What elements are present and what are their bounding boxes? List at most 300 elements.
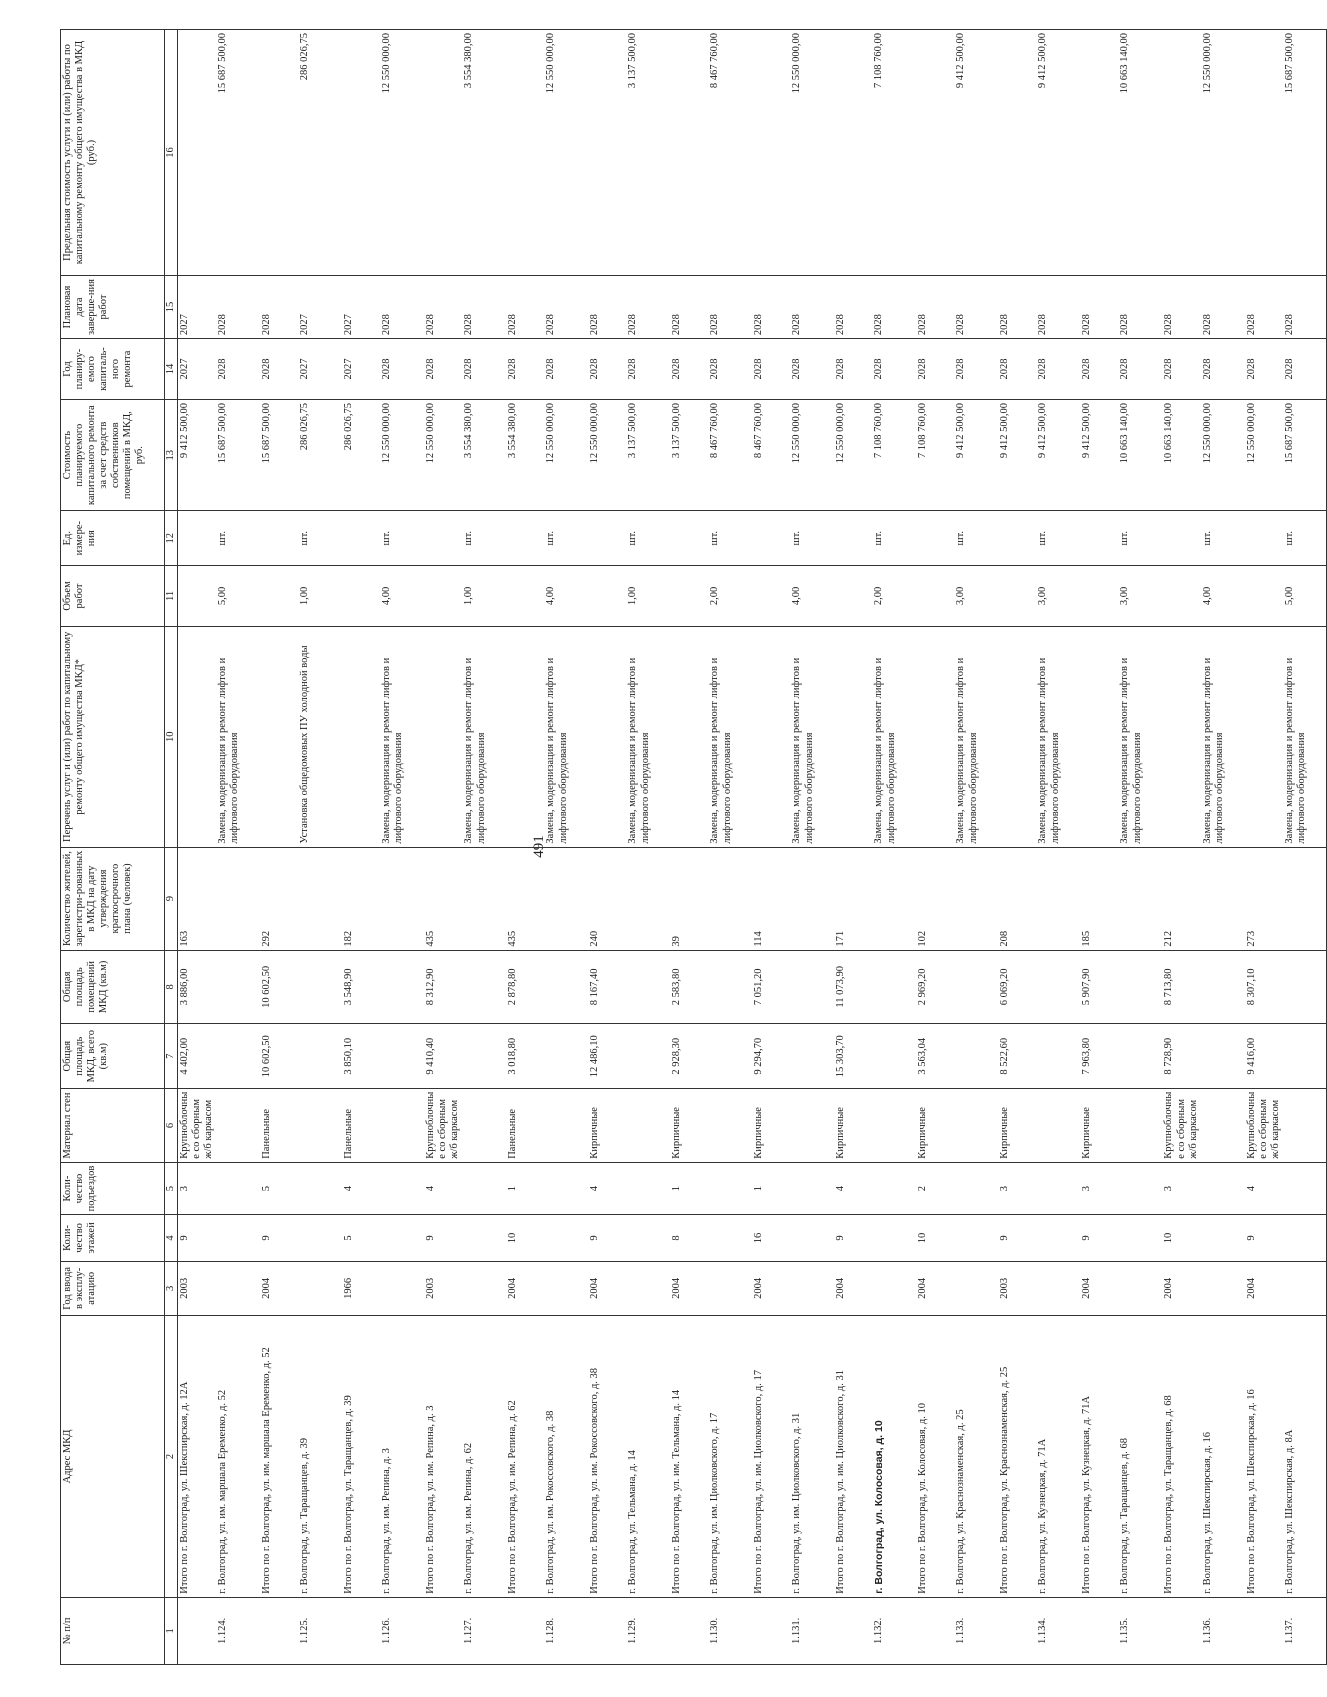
row-year-planned: 2028 [954,339,998,400]
row-premises-area: 8 312,90 [424,950,462,1024]
row-wall-material: Кирпичные [1080,1089,1118,1163]
row-unit: шт. [872,511,916,566]
row-entrances: 4 [588,1162,626,1215]
row-entrances [1283,1162,1327,1215]
row-year: 2003 [178,1261,217,1316]
row-max-cost [1080,30,1118,276]
column-number: 11 [165,566,178,627]
row-floors: 9 [178,1215,217,1261]
row-unit [834,511,872,566]
row-unit: шт. [544,511,588,566]
row-wall-material: Панельные [342,1089,380,1163]
row-works [834,626,872,847]
row-floors: 9 [1245,1215,1283,1261]
row-completion-date: 2028 [708,276,752,339]
row-completion-date: 2028 [1118,276,1162,339]
row-cost: 9 412 500,00 [1036,400,1080,511]
row-entrances: 1 [506,1162,544,1215]
row-unit: шт. [626,511,670,566]
row-number: 1.135. [1118,1597,1162,1664]
row-unit [1245,511,1283,566]
row-entrances: 5 [260,1162,298,1215]
row-year-planned: 2027 [178,339,217,400]
row-number: 1.133. [954,1597,998,1664]
row-max-cost [1245,30,1283,276]
row-max-cost [424,30,462,276]
row-volume [670,566,708,627]
row-year: 2004 [260,1261,298,1316]
row-unit: шт. [954,511,998,566]
row-max-cost [752,30,790,276]
row-residents: 39 [670,847,708,950]
row-residents: 114 [752,847,790,950]
row-volume: 2,00 [872,566,916,627]
row-works: Замена, модернизация и ремонт лифтов и лифтового оборудования [1118,626,1162,847]
row-completion-date: 2028 [916,276,954,339]
row-entrances [216,1162,260,1215]
column-number: 8 [165,950,178,1024]
row-works [178,626,217,847]
row-premises-area: 8 167,40 [588,950,626,1024]
row-premises-area: 6 069,20 [998,950,1036,1024]
row-unit: шт. [1283,511,1327,566]
table-row [872,30,916,1665]
row-address: г. Волгоград, ул. Тельмана, д. 14 [626,1316,670,1598]
row-total-area [872,1024,916,1089]
row-cost: 9 412 500,00 [998,400,1036,511]
row-cost: 3 137 500,00 [670,400,708,511]
header-address: Адрес МКД [61,1316,165,1598]
row-wall-material: Кирпичные [588,1089,626,1163]
row-cost: 3 554 380,00 [462,400,506,511]
row-floors [1201,1215,1245,1261]
row-wall-material: Крупноблочны е со сборным ж/б каркасом [424,1089,462,1163]
row-max-cost: 12 550 000,00 [790,30,834,276]
column-number: 4 [165,1215,178,1261]
row-wall-material [954,1089,998,1163]
row-residents [544,847,588,950]
table-body [178,30,1327,1665]
row-floors [1283,1215,1327,1261]
row-year-planned: 2028 [1162,339,1200,400]
row-year: 2004 [834,1261,872,1316]
row-number [588,1597,626,1664]
row-max-cost [260,30,298,276]
row-floors [380,1215,424,1261]
row-premises-area: 8 713,80 [1162,950,1200,1024]
row-floors [1118,1215,1162,1261]
row-wall-material [380,1089,424,1163]
row-year-planned: 2028 [1245,339,1283,400]
row-max-cost: 286 026,75 [298,30,342,276]
row-premises-area [298,950,342,1024]
row-wall-material [298,1089,342,1163]
row-floors [1036,1215,1080,1261]
row-premises-area: 3 548,90 [342,950,380,1024]
row-residents: 208 [998,847,1036,950]
row-entrances [462,1162,506,1215]
row-address: г. Волгоград, ул. Кузнецкая, д. 71А [1036,1316,1080,1598]
column-number: 14 [165,339,178,400]
row-year: 2004 [670,1261,708,1316]
column-number: 12 [165,511,178,566]
row-address: Итого по г. Волгоград, ул. им. Рокоссовского, д. 38 [588,1316,626,1598]
row-number: 1.127. [462,1597,506,1664]
row-wall-material [462,1089,506,1163]
row-total-area [708,1024,752,1089]
row-year [1036,1261,1080,1316]
table-row-total [342,30,380,1665]
row-year: 2004 [916,1261,954,1316]
row-number [834,1597,872,1664]
row-entrances [1201,1162,1245,1215]
row-works: Замена, модернизация и ремонт лифтов и лифтового оборудования [872,626,916,847]
column-number: 1 [165,1597,178,1664]
row-address: г. Волгоград, ул. им. Циолковского, д. 31 [790,1316,834,1598]
row-address: г. Волгоград, ул. им. маршала Еременко, д. 52 [216,1316,260,1598]
row-completion-date: 2028 [1080,276,1118,339]
row-number: 1.128. [544,1597,588,1664]
row-total-area [544,1024,588,1089]
row-total-area [462,1024,506,1089]
row-floors: 9 [1080,1215,1118,1261]
row-year [462,1261,506,1316]
row-address: Итого по г. Волгоград, ул. Шекспирская, д. 12А [178,1316,217,1598]
row-completion-date: 2028 [834,276,872,339]
row-max-cost [998,30,1036,276]
row-max-cost [506,30,544,276]
row-unit [342,511,380,566]
row-completion-date: 2028 [506,276,544,339]
row-volume [1080,566,1118,627]
row-volume: 5,00 [1283,566,1327,627]
row-premises-area [1201,950,1245,1024]
table-row-total [178,30,217,1665]
header-year-planned: Год планиру-емого капиталь-ного ремонта [61,339,165,400]
row-floors: 16 [752,1215,790,1261]
row-completion-date: 2028 [1162,276,1200,339]
row-wall-material: Кирпичные [916,1089,954,1163]
row-year-planned: 2028 [380,339,424,400]
row-works [1162,626,1200,847]
row-total-area: 3 850,10 [342,1024,380,1089]
row-number: 1.132. [872,1597,916,1664]
row-volume: 4,00 [790,566,834,627]
row-completion-date: 2028 [424,276,462,339]
row-entrances: 3 [1080,1162,1118,1215]
row-works: Замена, модернизация и ремонт лифтов и лифтового оборудования [380,626,424,847]
row-works: Замена, модернизация и ремонт лифтов и лифтового оборудования [790,626,834,847]
row-year-planned: 2028 [588,339,626,400]
row-works [588,626,626,847]
row-entrances [790,1162,834,1215]
row-total-area: 9 410,40 [424,1024,462,1089]
row-entrances [872,1162,916,1215]
row-year [954,1261,998,1316]
row-address: г. Волгоград, ул. им. Репина, д. 62 [462,1316,506,1598]
row-completion-date: 2027 [342,276,380,339]
row-entrances [1036,1162,1080,1215]
row-wall-material: Кирпичные [670,1089,708,1163]
row-works: Замена, модернизация и ремонт лифтов и лифтового оборудования [626,626,670,847]
table-row-total [916,30,954,1665]
row-completion-date: 2028 [1283,276,1327,339]
row-total-area [1036,1024,1080,1089]
table-row [1201,30,1245,1665]
row-premises-area: 11 073,90 [834,950,872,1024]
row-number [424,1597,462,1664]
row-cost: 12 550 000,00 [380,400,424,511]
row-premises-area [1036,950,1080,1024]
row-works [916,626,954,847]
row-unit [588,511,626,566]
row-year: 2003 [998,1261,1036,1316]
row-year: 2004 [506,1261,544,1316]
row-completion-date: 2028 [872,276,916,339]
row-max-cost: 15 687 500,00 [216,30,260,276]
row-premises-area [872,950,916,1024]
row-number [506,1597,544,1664]
row-premises-area [1283,950,1327,1024]
row-cost: 7 108 760,00 [916,400,954,511]
row-unit: шт. [1118,511,1162,566]
row-unit [178,511,217,566]
row-year [380,1261,424,1316]
row-volume: 4,00 [380,566,424,627]
header-volume: Объем работ [61,566,165,627]
row-cost: 286 026,75 [298,400,342,511]
column-numbers-row [165,30,178,1665]
row-residents: 163 [178,847,217,950]
row-total-area [626,1024,670,1089]
row-completion-date: 2028 [670,276,708,339]
row-unit [424,511,462,566]
row-max-cost [342,30,380,276]
row-year-planned: 2028 [752,339,790,400]
row-residents [708,847,752,950]
row-volume [342,566,380,627]
row-completion-date: 2028 [954,276,998,339]
row-volume: 1,00 [462,566,506,627]
row-premises-area: 2 878,80 [506,950,544,1024]
row-number [670,1597,708,1664]
row-address: Итого по г. Волгоград, ул. им. Тельмана, д. 14 [670,1316,708,1598]
row-number [342,1597,380,1664]
row-volume [506,566,544,627]
row-total-area [216,1024,260,1089]
row-address: г. Волгоград, ул. им. Циолковского, д. 17 [708,1316,752,1598]
row-completion-date: 2028 [752,276,790,339]
row-completion-date: 2028 [462,276,506,339]
row-works [424,626,462,847]
row-year-planned: 2028 [670,339,708,400]
header-entrances: Коли-чество подъездов [61,1162,165,1215]
row-completion-date: 2028 [380,276,424,339]
column-number: 7 [165,1024,178,1089]
row-works: Замена, модернизация и ремонт лифтов и лифтового оборудования [954,626,998,847]
header-works-list: Перечень услуг и (или) работ по капитальному ремонту общего имущества МКД* [61,626,165,847]
header-year-commission: Год ввода в эксплу-атацию [61,1261,165,1316]
row-year-planned: 2028 [1283,339,1327,400]
row-entrances: 3 [178,1162,217,1215]
row-residents [1118,847,1162,950]
row-address: Итого по г. Волгоград, ул. им. Репина, д. 3 [424,1316,462,1598]
row-total-area: 3 563,04 [916,1024,954,1089]
row-address: г. Волгоград, ул. Шекспирская, д. 16 [1201,1316,1245,1598]
row-floors [708,1215,752,1261]
table-row [626,30,670,1665]
row-unit: шт. [462,511,506,566]
row-year-planned: 2028 [424,339,462,400]
row-entrances [380,1162,424,1215]
row-address: Итого по г. Волгоград, ул. им. Циолковского, д. 31 [834,1316,872,1598]
row-works [506,626,544,847]
row-cost: 3 137 500,00 [626,400,670,511]
row-year-planned: 2028 [1080,339,1118,400]
row-completion-date: 2028 [544,276,588,339]
row-number [1080,1597,1118,1664]
row-volume: 5,00 [216,566,260,627]
table-header [61,30,178,1665]
row-floors [954,1215,998,1261]
row-cost: 12 550 000,00 [544,400,588,511]
row-address: Итого по г. Волгоград, ул. Таращанцев, д. 68 [1162,1316,1200,1598]
row-residents [1036,847,1080,950]
row-works [752,626,790,847]
row-works [342,626,380,847]
row-floors [216,1215,260,1261]
row-residents: 171 [834,847,872,950]
row-entrances: 4 [834,1162,872,1215]
table-row-total [1080,30,1118,1665]
row-year-planned: 2028 [998,339,1036,400]
header-no: № п/п [61,1597,165,1664]
row-address: г. Волгоград, ул. Шекспирская, д. 8А [1283,1316,1327,1598]
row-residents [954,847,998,950]
row-works: Замена, модернизация и ремонт лифтов и лифтового оборудования [708,626,752,847]
row-premises-area: 5 907,90 [1080,950,1118,1024]
row-volume: 4,00 [1201,566,1245,627]
row-wall-material: Кирпичные [752,1089,790,1163]
row-year: 2004 [588,1261,626,1316]
capital-repair-table [60,29,1327,1665]
row-works [1080,626,1118,847]
row-volume: 3,00 [954,566,998,627]
row-total-area [1118,1024,1162,1089]
header-completion-date: Плановая дата заверше-ния работ [61,276,165,339]
row-entrances: 2 [916,1162,954,1215]
row-wall-material [1283,1089,1327,1163]
row-year [1201,1261,1245,1316]
row-cost: 12 550 000,00 [790,400,834,511]
row-cost: 8 467 760,00 [752,400,790,511]
table-row-total [670,30,708,1665]
row-year [790,1261,834,1316]
header-floors: Коли-чество этажей [61,1215,165,1261]
row-year-planned: 2028 [1036,339,1080,400]
row-premises-area: 2 583,80 [670,950,708,1024]
row-total-area: 7 963,80 [1080,1024,1118,1089]
row-unit [1080,511,1118,566]
row-total-area [1201,1024,1245,1089]
row-floors: 5 [342,1215,380,1261]
row-wall-material [1036,1089,1080,1163]
row-year [544,1261,588,1316]
row-premises-area [954,950,998,1024]
row-completion-date: 2028 [216,276,260,339]
row-floors: 10 [916,1215,954,1261]
row-premises-area [216,950,260,1024]
row-premises-area [462,950,506,1024]
row-year: 2004 [1245,1261,1283,1316]
row-year-planned: 2028 [790,339,834,400]
row-entrances: 3 [998,1162,1036,1215]
row-year-planned: 2028 [1118,339,1162,400]
table-row-total [260,30,298,1665]
row-address: Итого по г. Волгоград, ул. Краснознаменская, д. 25 [998,1316,1036,1598]
row-residents: 292 [260,847,298,950]
row-total-area [954,1024,998,1089]
row-works [998,626,1036,847]
header-max-cost: Предельная стоимость услуги и (или) работы по капитальному ремонту общего имущества в МКД (руб.) [61,30,165,276]
row-volume: 1,00 [626,566,670,627]
row-completion-date: 2027 [298,276,342,339]
row-premises-area [380,950,424,1024]
row-premises-area [544,950,588,1024]
row-wall-material: Крупноблочны е со сборным ж/б каркасом [178,1089,217,1163]
row-wall-material [1201,1089,1245,1163]
row-address: г. Волгоград, ул. Таращанцев, д. 68 [1118,1316,1162,1598]
row-address: г. Волгоград, ул. Колосовая, д. 10 [872,1316,916,1598]
row-number: 1.134. [1036,1597,1080,1664]
column-number: 2 [165,1316,178,1598]
row-residents: 273 [1245,847,1283,950]
row-number: 1.130. [708,1597,752,1664]
row-year: 2004 [1080,1261,1118,1316]
column-number: 5 [165,1162,178,1215]
row-residents [380,847,424,950]
row-residents [790,847,834,950]
table-row [216,30,260,1665]
row-entrances: 1 [752,1162,790,1215]
row-total-area: 8 728,90 [1162,1024,1200,1089]
row-entrances [1118,1162,1162,1215]
row-address: г. Волгоград, ул. Таращанцев, д. 39 [298,1316,342,1598]
row-unit [916,511,954,566]
row-completion-date: 2028 [260,276,298,339]
row-year: 2003 [424,1261,462,1316]
row-unit: шт. [1036,511,1080,566]
row-volume [1245,566,1283,627]
table-row-total [834,30,872,1665]
row-entrances: 3 [1162,1162,1200,1215]
row-total-area: 8 522,60 [998,1024,1036,1089]
row-total-area: 10 602,50 [260,1024,298,1089]
row-number: 1.137. [1283,1597,1327,1664]
row-number [260,1597,298,1664]
row-volume [998,566,1036,627]
header-premises-area: Общая площадь помещений МКД (кв.м) [61,950,165,1024]
row-wall-material [708,1089,752,1163]
row-residents [872,847,916,950]
row-unit: шт. [216,511,260,566]
row-floors: 10 [1162,1215,1200,1261]
header-unit: Ед. измере-ния [61,511,165,566]
row-max-cost: 3 554 380,00 [462,30,506,276]
row-cost: 8 467 760,00 [708,400,752,511]
row-works [670,626,708,847]
table-row [954,30,998,1665]
